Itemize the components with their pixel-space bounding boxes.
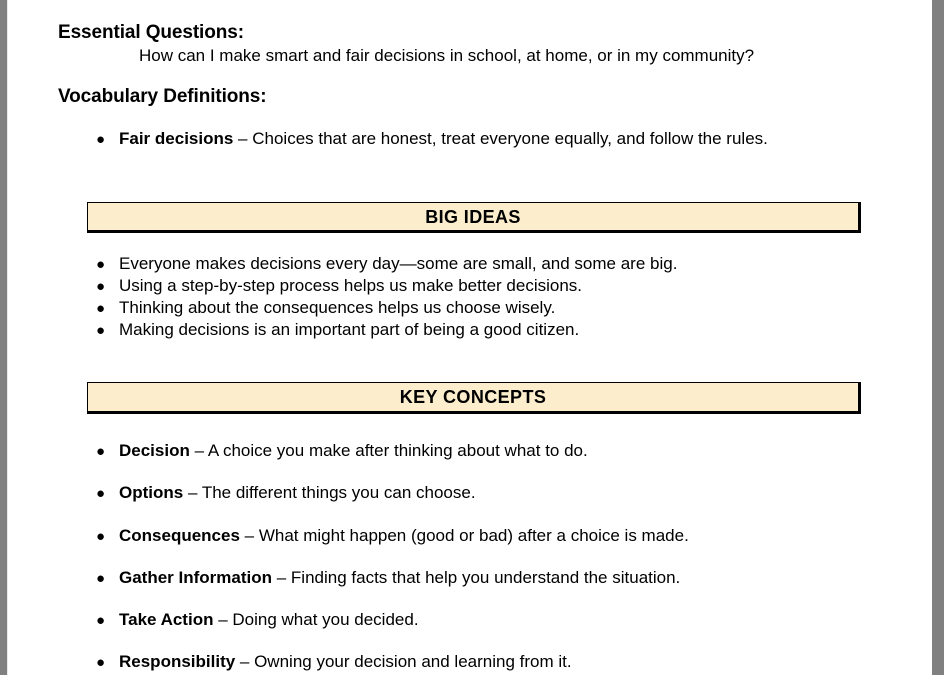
vocabulary-term: Fair decisions — [119, 129, 234, 148]
big-ideas-list-item — [96, 276, 582, 296]
key-concepts-term: Gather Information — [119, 568, 273, 587]
key-concepts-item-text — [119, 483, 476, 503]
essential-questions-heading: Essential Questions: — [58, 22, 244, 43]
big-ideas-list-item — [96, 254, 677, 274]
big-ideas-list-item — [96, 298, 555, 318]
key-concepts-list-item — [96, 568, 680, 588]
key-concepts-definition: – The different things you can choose. — [183, 483, 476, 502]
bullet-icon: ● — [96, 612, 106, 629]
key-concepts-list-item — [96, 652, 572, 672]
key-concepts-term: Options — [119, 483, 184, 502]
key-concepts-item-text — [119, 568, 680, 588]
bullet-icon: ● — [96, 131, 106, 148]
key-concepts-term: Decision — [119, 441, 190, 460]
key-concepts-banner — [87, 382, 861, 414]
big-ideas-list-item — [96, 320, 579, 340]
bullet-icon: ● — [96, 528, 106, 545]
vocabulary-list-item — [96, 129, 768, 149]
bullet-icon: ● — [96, 654, 106, 671]
essential-questions-answer: How can I make smart and fair decisions in school, at home, or in my community? — [139, 46, 755, 65]
key-concepts-definition: – Owning your decision and learning from it. — [235, 652, 572, 671]
bullet-icon: ● — [96, 256, 106, 273]
bullet-icon: ● — [96, 322, 106, 339]
vocabulary-item-text — [119, 129, 768, 149]
vocabulary-definitions-heading: Vocabulary Definitions: — [58, 86, 267, 107]
big-ideas-banner-title: BIG IDEAS — [425, 206, 521, 227]
key-concepts-definition: – Finding facts that help you understand the situation. — [272, 568, 681, 587]
key-concepts-banner-title: KEY CONCEPTS — [399, 387, 547, 407]
key-concepts-item-text — [119, 610, 419, 630]
bullet-icon: ● — [96, 443, 106, 460]
key-concepts-definition: – A choice you make after thinking about what to do. — [189, 441, 588, 460]
key-concepts-item-text — [119, 652, 572, 672]
key-concepts-term: Take Action — [119, 610, 214, 629]
big-ideas-item-text: Everyone makes decisions every day—some are small, and some are big. — [119, 254, 678, 273]
right-margin-rail — [932, 0, 944, 675]
big-ideas-item-text: Making decisions is an important part of being a good citizen. — [119, 320, 580, 339]
key-concepts-list-item — [96, 441, 588, 461]
key-concepts-definition: – What might happen (good or bad) after a choice is made. — [239, 526, 689, 545]
big-ideas-item-text: Thinking about the consequences helps us choose wisely. — [119, 298, 556, 317]
document-page — [8, 0, 932, 675]
key-concepts-item-text — [119, 441, 588, 461]
bullet-icon: ● — [96, 300, 106, 317]
key-concepts-list-item — [96, 526, 689, 546]
key-concepts-list-item — [96, 483, 476, 503]
key-concepts-term: Consequences — [119, 526, 240, 545]
big-ideas-banner — [87, 202, 861, 233]
key-concepts-list-item — [96, 610, 419, 630]
key-concepts-term: Responsibility — [119, 652, 236, 671]
key-concepts-item-text — [119, 526, 689, 546]
left-margin-rail — [0, 0, 7, 675]
bullet-icon: ● — [96, 485, 106, 502]
bullet-icon: ● — [96, 570, 106, 587]
bullet-icon: ● — [96, 278, 106, 295]
big-ideas-item-text: Using a step-by-step process helps us make better decisions. — [119, 276, 583, 295]
vocabulary-definition: – Choices that are honest, treat everyone equally, and follow the rules. — [233, 129, 768, 148]
key-concepts-definition: – Doing what you decided. — [213, 610, 419, 629]
